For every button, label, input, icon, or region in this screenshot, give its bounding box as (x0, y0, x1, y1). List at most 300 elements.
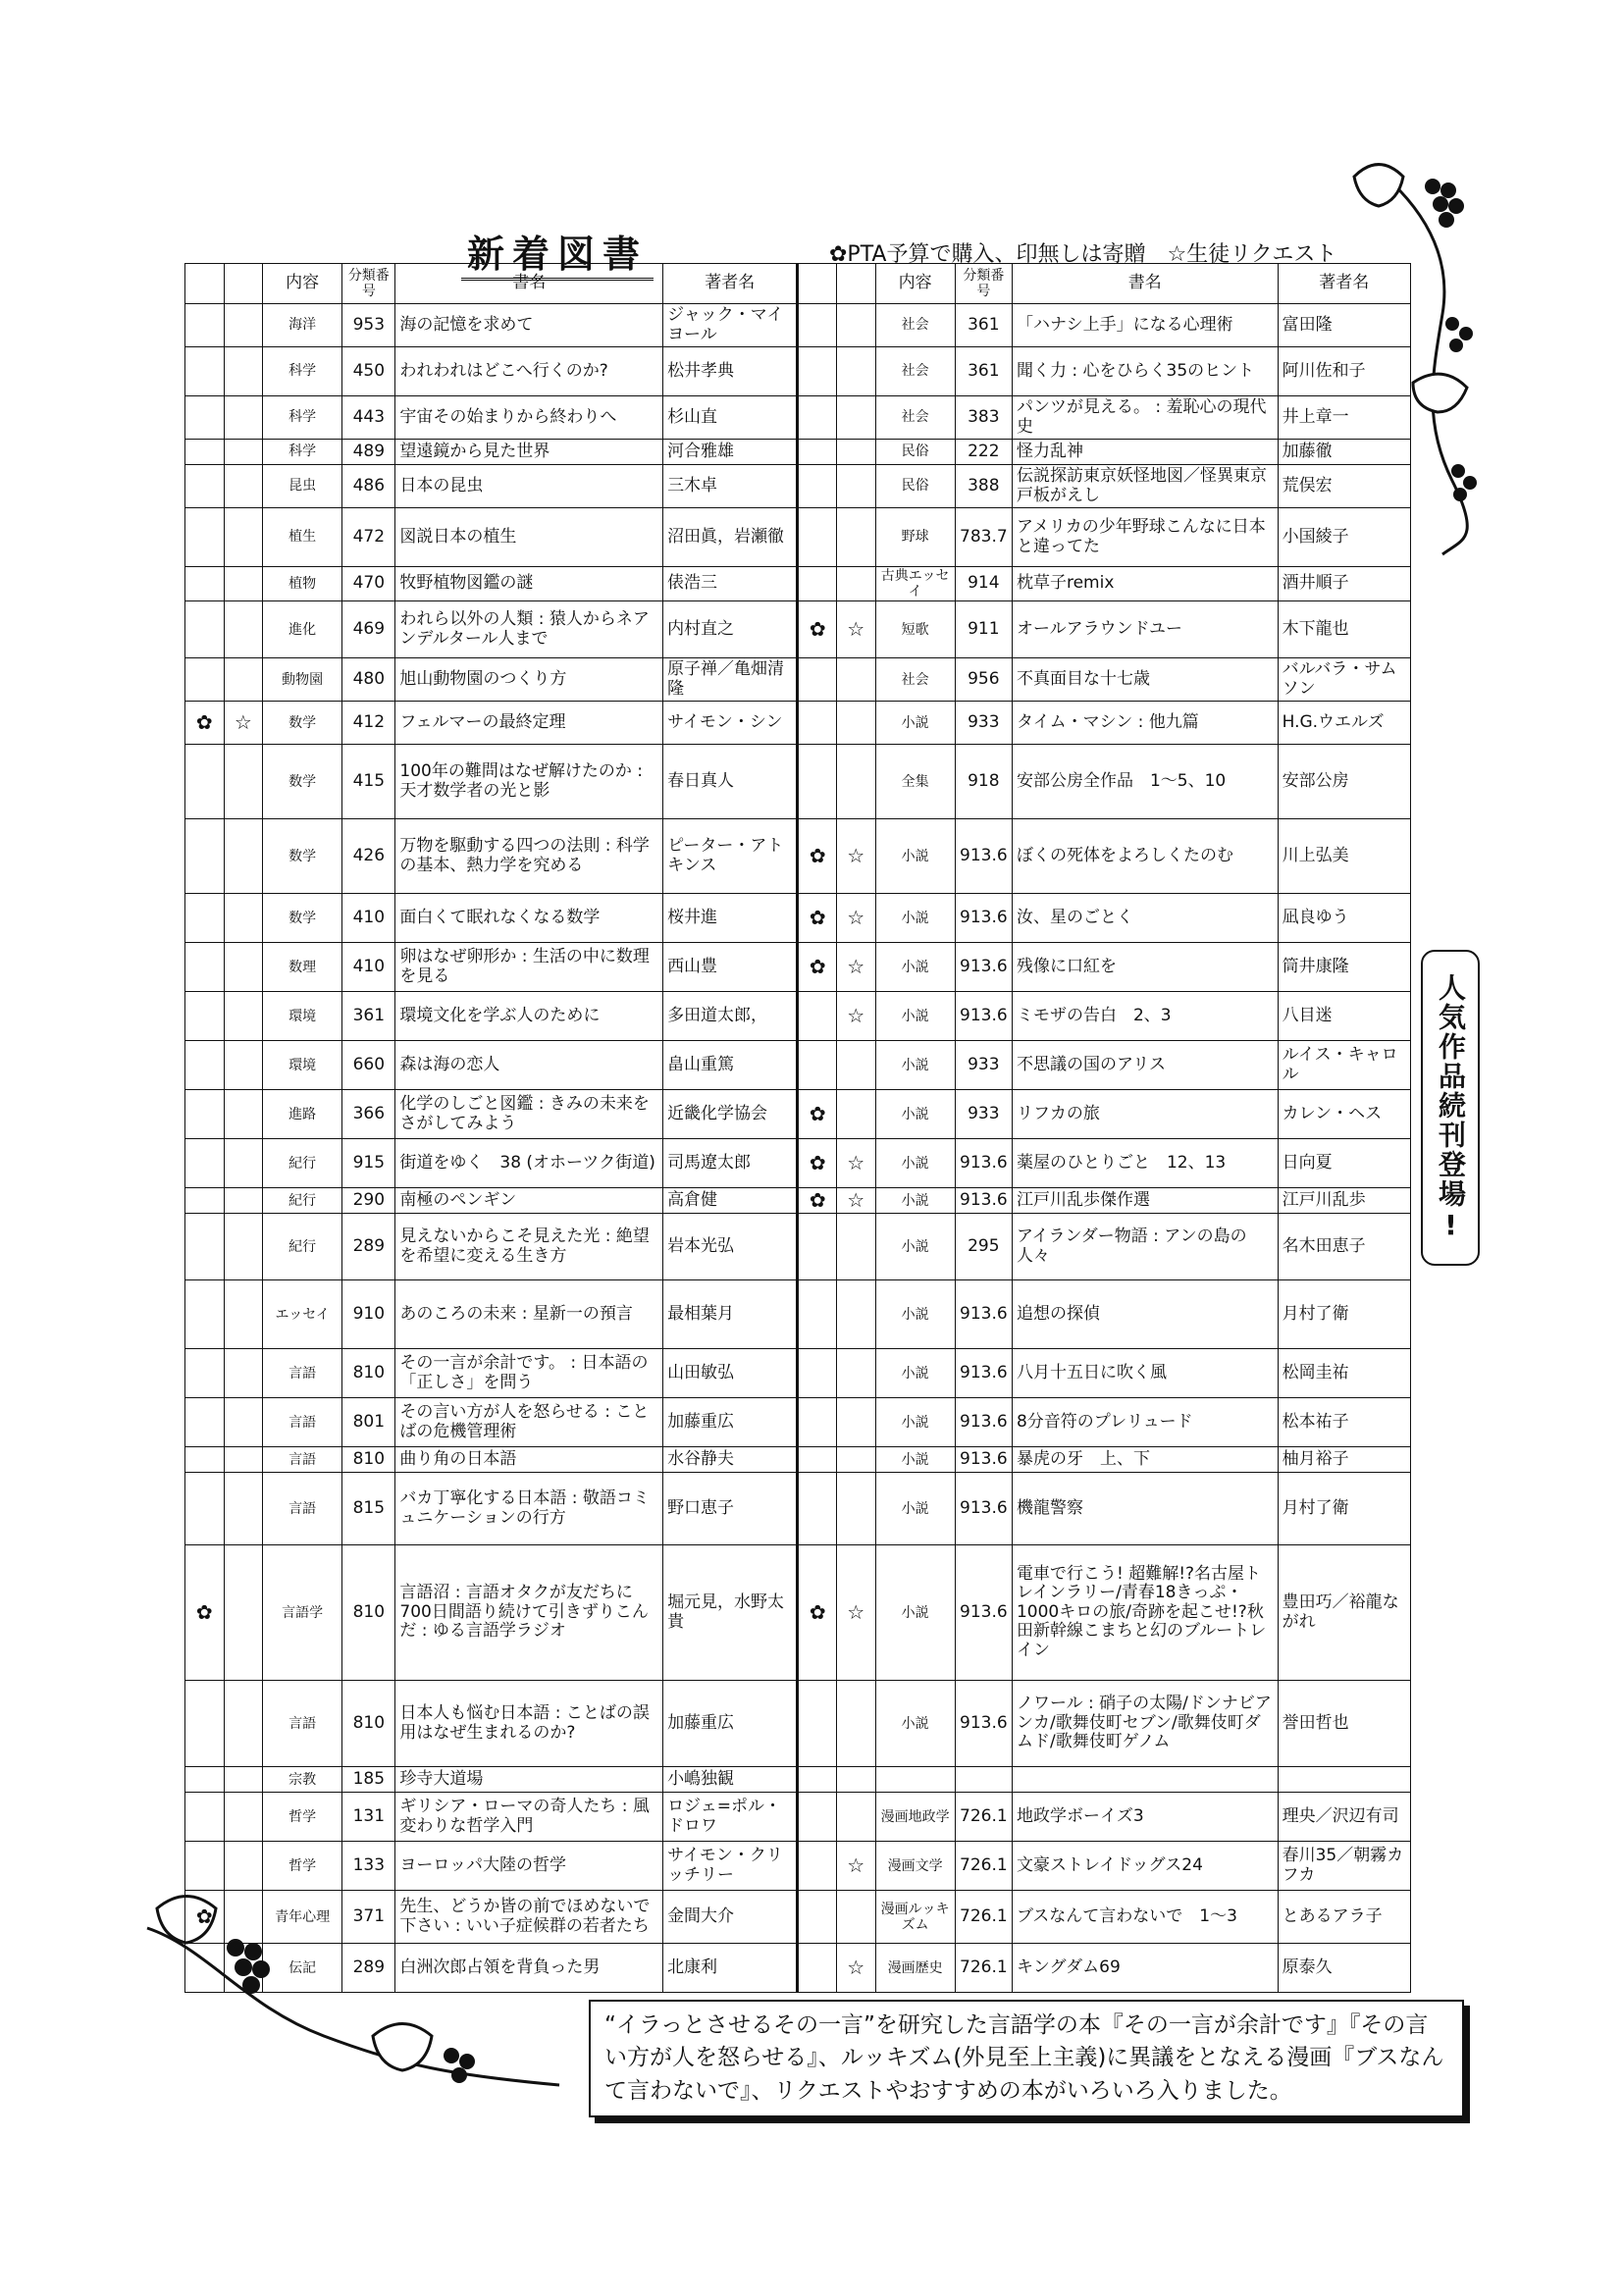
right-category-cell: 漫画文学 (875, 1842, 955, 1891)
right-mark-cell: ✿ (798, 894, 837, 943)
right-title-cell: アイランダー物語 : アンの島の人々 (1012, 1214, 1278, 1280)
left-mark-cell (224, 1681, 263, 1767)
right-class-no-cell: 383 (955, 396, 1012, 440)
right-mark-cell: ☆ (836, 1188, 875, 1214)
left-mark-cell (185, 1041, 225, 1090)
table-row (185, 1891, 1411, 1944)
right-title-cell: 伝説探訪東京妖怪地図／怪異東京戸板がえし (1012, 465, 1278, 508)
left-title-cell: 珍寺大道場 (395, 1767, 663, 1793)
right-mark-cell: ☆ (836, 1545, 875, 1681)
left-author-cell: 野口恵子 (663, 1473, 798, 1545)
left-mark-cell (224, 819, 263, 894)
table-row (185, 304, 1411, 347)
left-author-cell: 加藤重広 (663, 1681, 798, 1767)
right-mark-cell (836, 440, 875, 465)
left-class-no-cell: 953 (342, 304, 395, 347)
left-title-cell: われわれはどこへ行くのか? (395, 347, 663, 396)
left-category-cell: 哲学 (263, 1793, 342, 1842)
left-mark-cell (224, 1041, 263, 1090)
right-class-no-cell: 726.1 (955, 1842, 1012, 1891)
table-row (185, 992, 1411, 1041)
table-row (185, 819, 1411, 894)
left-mark-cell (185, 1473, 225, 1545)
left-mark-cell (185, 992, 225, 1041)
right-mark-cell (798, 1681, 837, 1767)
left-mark-cell (185, 601, 225, 658)
right-title-cell: 追想の探偵 (1012, 1280, 1278, 1349)
left-category-cell: 紀行 (263, 1188, 342, 1214)
left-class-no-cell: 470 (342, 567, 395, 601)
left-author-cell: 河合雅雄 (663, 440, 798, 465)
right-category-cell: 社会 (875, 347, 955, 396)
right-class-no-cell: 913.6 (955, 1447, 1012, 1473)
right-mark-cell (798, 1891, 837, 1944)
left-category-cell: 数学 (263, 819, 342, 894)
left-mark-cell (224, 992, 263, 1041)
right-mark-cell (798, 465, 837, 508)
left-mark-cell (224, 943, 263, 992)
left-author-cell: 多田道太郎， (663, 992, 798, 1041)
left-author-cell: ピーター・アトキンス (663, 819, 798, 894)
left-mark-cell (224, 1944, 263, 1993)
right-mark-cell (798, 347, 837, 396)
right-author-cell: 名木田恵子 (1278, 1214, 1410, 1280)
right-title-cell: 枕草子remix (1012, 567, 1278, 601)
left-title-cell: 白洲次郎占領を背負った男 (395, 1944, 663, 1993)
right-mark-cell: ✿ (798, 1188, 837, 1214)
right-title-cell: ノワール : 硝子の太陽/ドンナビアンカ/歌舞伎町セブン/歌舞伎町ダムド/歌舞伎町ゲノム (1012, 1681, 1278, 1767)
left-author-cell: 原子禅／亀畑清隆 (663, 658, 798, 702)
right-author-cell: 理央／沢辺有司 (1278, 1793, 1410, 1842)
right-title-cell: タイム・マシン : 他九篇 (1012, 702, 1278, 745)
mark-header (798, 264, 837, 304)
left-mark-cell (185, 1139, 225, 1188)
right-title-cell: 電車で行こう! 超難解!?名古屋トレインラリー/青春18きっぷ・1000キロの旅/奇跡を起こせ!?秋田新幹線こまちと幻のブルートレイン (1012, 1545, 1278, 1681)
left-category-cell: 科学 (263, 347, 342, 396)
right-category-cell: 小説 (875, 1090, 955, 1139)
right-category-cell: 短歌 (875, 601, 955, 658)
right-author-cell: ルイス・キャロル (1278, 1041, 1410, 1090)
comment-box: “イラっとさせるその一言”を研究した言語学の本『その一言が余計です』『その言い方が人を怒らせる』、ルッキズム(外見至上主義)に異議をとなえる漫画『ブスなんて言わないで』、リクエストやおすすめの本がいろいろ入りました。 (589, 2000, 1464, 2117)
right-mark-cell (836, 396, 875, 440)
right-mark-cell: ✿ (798, 943, 837, 992)
left-mark-cell (185, 304, 225, 347)
left-mark-cell (185, 508, 225, 567)
right-class-no-cell: 913.6 (955, 1398, 1012, 1447)
left-mark-cell (224, 1842, 263, 1891)
table-row (185, 1280, 1411, 1349)
left-mark-cell: ✿ (185, 1545, 225, 1681)
right-class-no-cell: 388 (955, 465, 1012, 508)
right-mark-cell (836, 1447, 875, 1473)
right-class-no-cell: 913.6 (955, 819, 1012, 894)
right-title-cell: ブスなんて言わないで 1～3 (1012, 1891, 1278, 1944)
right-mark-cell (798, 1793, 837, 1842)
right-class-no-cell: 913.6 (955, 1545, 1012, 1681)
right-mark-cell (798, 1398, 837, 1447)
table-row (185, 943, 1411, 992)
left-category-cell: 言語 (263, 1398, 342, 1447)
right-category-cell: 小説 (875, 1188, 955, 1214)
left-mark-cell (224, 567, 263, 601)
right-mark-cell (798, 1447, 837, 1473)
left-class-no-cell: 810 (342, 1447, 395, 1473)
right-mark-cell: ☆ (836, 601, 875, 658)
right-mark-cell (798, 1767, 837, 1793)
left-title-cell: その言い方が人を怒らせる : ことばの危機管理術 (395, 1398, 663, 1447)
left-mark-cell (185, 943, 225, 992)
left-mark-cell (224, 1280, 263, 1349)
right-class-no-cell: 913.6 (955, 1473, 1012, 1545)
table-row (185, 508, 1411, 567)
right-author-cell: 凪良ゆう (1278, 894, 1410, 943)
right-title-cell: 機龍警察 (1012, 1473, 1278, 1545)
right-mark-cell (798, 1280, 837, 1349)
table-header-row (185, 264, 1411, 304)
left-title-cell: 面白くて眠れなくなる数学 (395, 894, 663, 943)
left-author-cell: 沼田眞，岩瀬徹 (663, 508, 798, 567)
left-mark-cell (224, 1793, 263, 1842)
right-mark-cell: ☆ (836, 894, 875, 943)
right-author-cell: 月村了衛 (1278, 1280, 1410, 1349)
right-author-cell: 誉田哲也 (1278, 1681, 1410, 1767)
right-class-no-cell: 933 (955, 1090, 1012, 1139)
right-class-no-cell: 913.6 (955, 992, 1012, 1041)
left-mark-cell (224, 894, 263, 943)
right-mark-cell (836, 745, 875, 819)
right-mark-cell: ☆ (836, 992, 875, 1041)
left-class-no-cell: 489 (342, 440, 395, 465)
right-author-cell: バルバラ・サムソン (1278, 658, 1410, 702)
right-author-cell: 柚月裕子 (1278, 1447, 1410, 1473)
left-category-cell: 進化 (263, 601, 342, 658)
table-row (185, 1681, 1411, 1767)
left-author-cell: 近畿化学協会 (663, 1090, 798, 1139)
table-row (185, 1447, 1411, 1473)
right-mark-cell (836, 567, 875, 601)
left-class-no-cell: 486 (342, 465, 395, 508)
right-category-cell: 小説 (875, 1681, 955, 1767)
category-header: 内容 (263, 264, 342, 304)
left-title-cell: その一言が余計です。 : 日本語の「正しさ」を問う (395, 1349, 663, 1398)
left-mark-cell (185, 567, 225, 601)
left-mark-cell (185, 1398, 225, 1447)
left-category-cell: 数学 (263, 894, 342, 943)
left-title-cell: ヨーロッパ大陸の哲学 (395, 1842, 663, 1891)
right-mark-cell: ☆ (836, 819, 875, 894)
left-author-cell: サイモン・クリッチリー (663, 1842, 798, 1891)
right-mark-cell (836, 1349, 875, 1398)
right-category-cell: 小説 (875, 1349, 955, 1398)
left-title-cell: 森は海の恋人 (395, 1041, 663, 1090)
right-author-cell (1278, 1767, 1410, 1793)
left-mark-cell (224, 745, 263, 819)
left-class-no-cell: 371 (342, 1891, 395, 1944)
left-class-no-cell: 660 (342, 1041, 395, 1090)
right-class-no-cell: 956 (955, 658, 1012, 702)
right-author-cell: とあるアラ子 (1278, 1891, 1410, 1944)
right-class-no-cell: 913.6 (955, 1349, 1012, 1398)
right-author-cell: 松本祐子 (1278, 1398, 1410, 1447)
left-class-no-cell: 290 (342, 1188, 395, 1214)
left-class-no-cell: 469 (342, 601, 395, 658)
left-author-cell: 北康利 (663, 1944, 798, 1993)
left-category-cell: 昆虫 (263, 465, 342, 508)
left-category-cell: 言語学 (263, 1545, 342, 1681)
left-mark-cell (185, 347, 225, 396)
right-mark-cell (836, 1214, 875, 1280)
right-author-cell: 木下龍也 (1278, 601, 1410, 658)
left-mark-cell (224, 304, 263, 347)
right-author-cell: 八目迷 (1278, 992, 1410, 1041)
left-title-cell: バカ丁寧化する日本語 : 敬語コミュニケーションの行方 (395, 1473, 663, 1545)
right-mark-cell (798, 1473, 837, 1545)
table-row (185, 396, 1411, 440)
right-category-cell: 小説 (875, 1545, 955, 1681)
right-title-cell: オールアラウンドユー (1012, 601, 1278, 658)
left-author-cell: 杉山直 (663, 396, 798, 440)
left-title-cell: 見えないからこそ見えた光 : 絶望を希望に変える生き方 (395, 1214, 663, 1280)
left-author-cell: 俵浩三 (663, 567, 798, 601)
left-author-cell: 堀元見，水野太貴 (663, 1545, 798, 1681)
left-mark-cell (224, 1214, 263, 1280)
right-class-no-cell: 914 (955, 567, 1012, 601)
left-category-cell: 進路 (263, 1090, 342, 1139)
page-title: 新着図書 (461, 224, 654, 281)
left-category-cell: 言語 (263, 1447, 342, 1473)
popular-series-callout: 人気作品続刊登場! (1421, 950, 1480, 1266)
left-mark-cell (185, 396, 225, 440)
left-mark-cell: ✿ (185, 702, 225, 745)
right-title-cell: 「ハナシ上手」になる心理術 (1012, 304, 1278, 347)
left-author-cell: 三木卓 (663, 465, 798, 508)
left-class-no-cell: 915 (342, 1139, 395, 1188)
right-mark-cell (836, 465, 875, 508)
left-class-no-cell: 289 (342, 1944, 395, 1993)
table-row (185, 1090, 1411, 1139)
left-author-cell: 岩本光弘 (663, 1214, 798, 1280)
left-class-no-cell: 410 (342, 894, 395, 943)
right-mark-cell (836, 1793, 875, 1842)
left-author-cell: 加藤重広 (663, 1398, 798, 1447)
table-row (185, 1398, 1411, 1447)
right-mark-cell (836, 304, 875, 347)
right-title-cell: パンツが見える。 : 羞恥心の現代史 (1012, 396, 1278, 440)
left-title-cell: 先生、どうか皆の前でほめないで下さい : いい子症候群の若者たち (395, 1891, 663, 1944)
left-class-no-cell: 815 (342, 1473, 395, 1545)
left-mark-cell (224, 347, 263, 396)
right-class-no-cell: 913.6 (955, 1681, 1012, 1767)
right-title-cell: 不真面目な十七歳 (1012, 658, 1278, 702)
right-class-no-cell: 913.6 (955, 943, 1012, 992)
title-header: 書名 (1012, 264, 1278, 304)
left-title-cell: 望遠鏡から見た世界 (395, 440, 663, 465)
right-category-cell: 全集 (875, 745, 955, 819)
left-mark-cell (224, 1398, 263, 1447)
right-category-cell: 社会 (875, 396, 955, 440)
class-no-header: 分類番号 (342, 264, 395, 304)
right-mark-cell (798, 304, 837, 347)
legend-note: ✿PTA予算で購入、印無しは寄贈 ☆生徒リクエスト (829, 242, 1337, 267)
left-class-no-cell: 410 (342, 943, 395, 992)
left-author-cell: 小嶋独観 (663, 1767, 798, 1793)
right-author-cell: 筒井康隆 (1278, 943, 1410, 992)
table-row (185, 894, 1411, 943)
table-row (185, 658, 1411, 702)
left-author-cell: 金間大介 (663, 1891, 798, 1944)
table-row (185, 1214, 1411, 1280)
left-category-cell: 科学 (263, 440, 342, 465)
right-author-cell: 安部公房 (1278, 745, 1410, 819)
right-mark-cell: ✿ (798, 601, 837, 658)
right-mark-cell (798, 992, 837, 1041)
right-mark-cell: ☆ (836, 943, 875, 992)
table-row (185, 1188, 1411, 1214)
left-title-cell: 言語沼 : 言語オタクが友だちに700日間語り続けて引きずりこんだ : ゆる言語学ラジオ (395, 1545, 663, 1681)
right-author-cell: 月村了衛 (1278, 1473, 1410, 1545)
right-mark-cell: ✿ (798, 1545, 837, 1681)
right-class-no-cell: 726.1 (955, 1793, 1012, 1842)
right-class-no-cell: 913.6 (955, 1139, 1012, 1188)
left-title-cell: 図説日本の植生 (395, 508, 663, 567)
right-author-cell: 阿川佐和子 (1278, 347, 1410, 396)
new-books-table (184, 263, 1411, 1993)
right-class-no-cell: 295 (955, 1214, 1012, 1280)
right-title-cell: 8分音符のプレリュード (1012, 1398, 1278, 1447)
right-mark-cell (798, 1214, 837, 1280)
left-title-cell: あのころの未来 : 星新一の預言 (395, 1280, 663, 1349)
title-header: 書名 (395, 264, 663, 304)
left-mark-cell (185, 465, 225, 508)
left-class-no-cell: 450 (342, 347, 395, 396)
right-author-cell: 小国綾子 (1278, 508, 1410, 567)
right-mark-cell (836, 1280, 875, 1349)
right-title-cell: 暴虎の牙 上、下 (1012, 1447, 1278, 1473)
table-row (185, 1545, 1411, 1681)
right-mark-cell (836, 1681, 875, 1767)
right-author-cell: 加藤徹 (1278, 440, 1410, 465)
left-mark-cell (224, 1349, 263, 1398)
left-category-cell: 宗教 (263, 1767, 342, 1793)
author-header: 著者名 (663, 264, 798, 304)
left-class-no-cell: 443 (342, 396, 395, 440)
right-class-no-cell: 783.7 (955, 508, 1012, 567)
left-category-cell: 海洋 (263, 304, 342, 347)
left-title-cell: フェルマーの最終定理 (395, 702, 663, 745)
right-category-cell: 小説 (875, 943, 955, 992)
left-mark-cell (185, 1842, 225, 1891)
left-class-no-cell: 801 (342, 1398, 395, 1447)
left-author-cell: 内村直之 (663, 601, 798, 658)
left-mark-cell (185, 1349, 225, 1398)
right-title-cell: アメリカの少年野球こんなに日本と違ってた (1012, 508, 1278, 567)
right-mark-cell (798, 508, 837, 567)
left-category-cell: 紀行 (263, 1214, 342, 1280)
table-row (185, 1767, 1411, 1793)
right-author-cell: 豊田巧／裕龍ながれ (1278, 1545, 1410, 1681)
left-category-cell: 言語 (263, 1473, 342, 1545)
right-class-no-cell: 933 (955, 702, 1012, 745)
left-mark-cell (185, 440, 225, 465)
left-title-cell: ギリシア・ローマの奇人たち : 風変わりな哲学入門 (395, 1793, 663, 1842)
right-class-no-cell: 933 (955, 1041, 1012, 1090)
right-author-cell: 川上弘美 (1278, 819, 1410, 894)
left-category-cell: 数学 (263, 702, 342, 745)
table-row (185, 1473, 1411, 1545)
left-author-cell: 桜井進 (663, 894, 798, 943)
right-mark-cell (798, 1349, 837, 1398)
right-mark-cell (836, 508, 875, 567)
right-mark-cell (836, 1473, 875, 1545)
right-class-no-cell (955, 1767, 1012, 1793)
right-mark-cell (798, 567, 837, 601)
right-mark-cell (836, 1891, 875, 1944)
left-class-no-cell: 810 (342, 1681, 395, 1767)
right-category-cell: 小説 (875, 1041, 955, 1090)
right-author-cell: 江戸川乱歩 (1278, 1188, 1410, 1214)
left-mark-cell (224, 508, 263, 567)
left-class-no-cell: 810 (342, 1349, 395, 1398)
table-row (185, 1793, 1411, 1842)
left-class-no-cell: 133 (342, 1842, 395, 1891)
right-category-cell: 小説 (875, 1447, 955, 1473)
right-category-cell: 古典エッセイ (875, 567, 955, 601)
right-mark-cell: ✿ (798, 1139, 837, 1188)
right-author-cell: 原泰久 (1278, 1944, 1410, 1993)
left-category-cell: 環境 (263, 1041, 342, 1090)
right-mark-cell (798, 1944, 837, 1993)
left-title-cell: 南極のペンギン (395, 1188, 663, 1214)
left-title-cell: 街道をゆく 38 (オホーツク街道) (395, 1139, 663, 1188)
right-author-cell: H.G.ウエルズ (1278, 702, 1410, 745)
left-author-cell: 松井孝典 (663, 347, 798, 396)
left-title-cell: 曲り角の日本語 (395, 1447, 663, 1473)
table-row (185, 465, 1411, 508)
left-mark-cell: ✿ (185, 1891, 225, 1944)
right-title-cell (1012, 1767, 1278, 1793)
left-mark-cell (224, 1545, 263, 1681)
right-category-cell: 民俗 (875, 440, 955, 465)
left-mark-cell (224, 1090, 263, 1139)
left-title-cell: 日本の昆虫 (395, 465, 663, 508)
left-class-no-cell: 131 (342, 1793, 395, 1842)
right-mark-cell (836, 1090, 875, 1139)
left-title-cell: 牧野植物図鑑の謎 (395, 567, 663, 601)
right-author-cell: 酒井順子 (1278, 567, 1410, 601)
table-row (185, 1842, 1411, 1891)
left-mark-cell (185, 1944, 225, 1993)
right-author-cell: 日向夏 (1278, 1139, 1410, 1188)
left-title-cell: 日本人も悩む日本語 : ことばの誤用はなぜ生まれるのか? (395, 1681, 663, 1767)
right-category-cell: 漫画ルッキズム (875, 1891, 955, 1944)
left-mark-cell (185, 1447, 225, 1473)
right-class-no-cell: 913.6 (955, 894, 1012, 943)
left-category-cell: 言語 (263, 1349, 342, 1398)
table-row (185, 1944, 1411, 1993)
right-mark-cell (836, 658, 875, 702)
table-row (185, 567, 1411, 601)
left-author-cell: 司馬遼太郎 (663, 1139, 798, 1188)
right-mark-cell (798, 1041, 837, 1090)
right-class-no-cell: 913.6 (955, 1188, 1012, 1214)
right-title-cell: 薬屋のひとりごと 12、13 (1012, 1139, 1278, 1188)
right-author-cell: 荒俣宏 (1278, 465, 1410, 508)
right-class-no-cell: 918 (955, 745, 1012, 819)
left-category-cell: 環境 (263, 992, 342, 1041)
right-title-cell: キングダム69 (1012, 1944, 1278, 1993)
right-category-cell: 小説 (875, 992, 955, 1041)
left-mark-cell: ☆ (224, 702, 263, 745)
